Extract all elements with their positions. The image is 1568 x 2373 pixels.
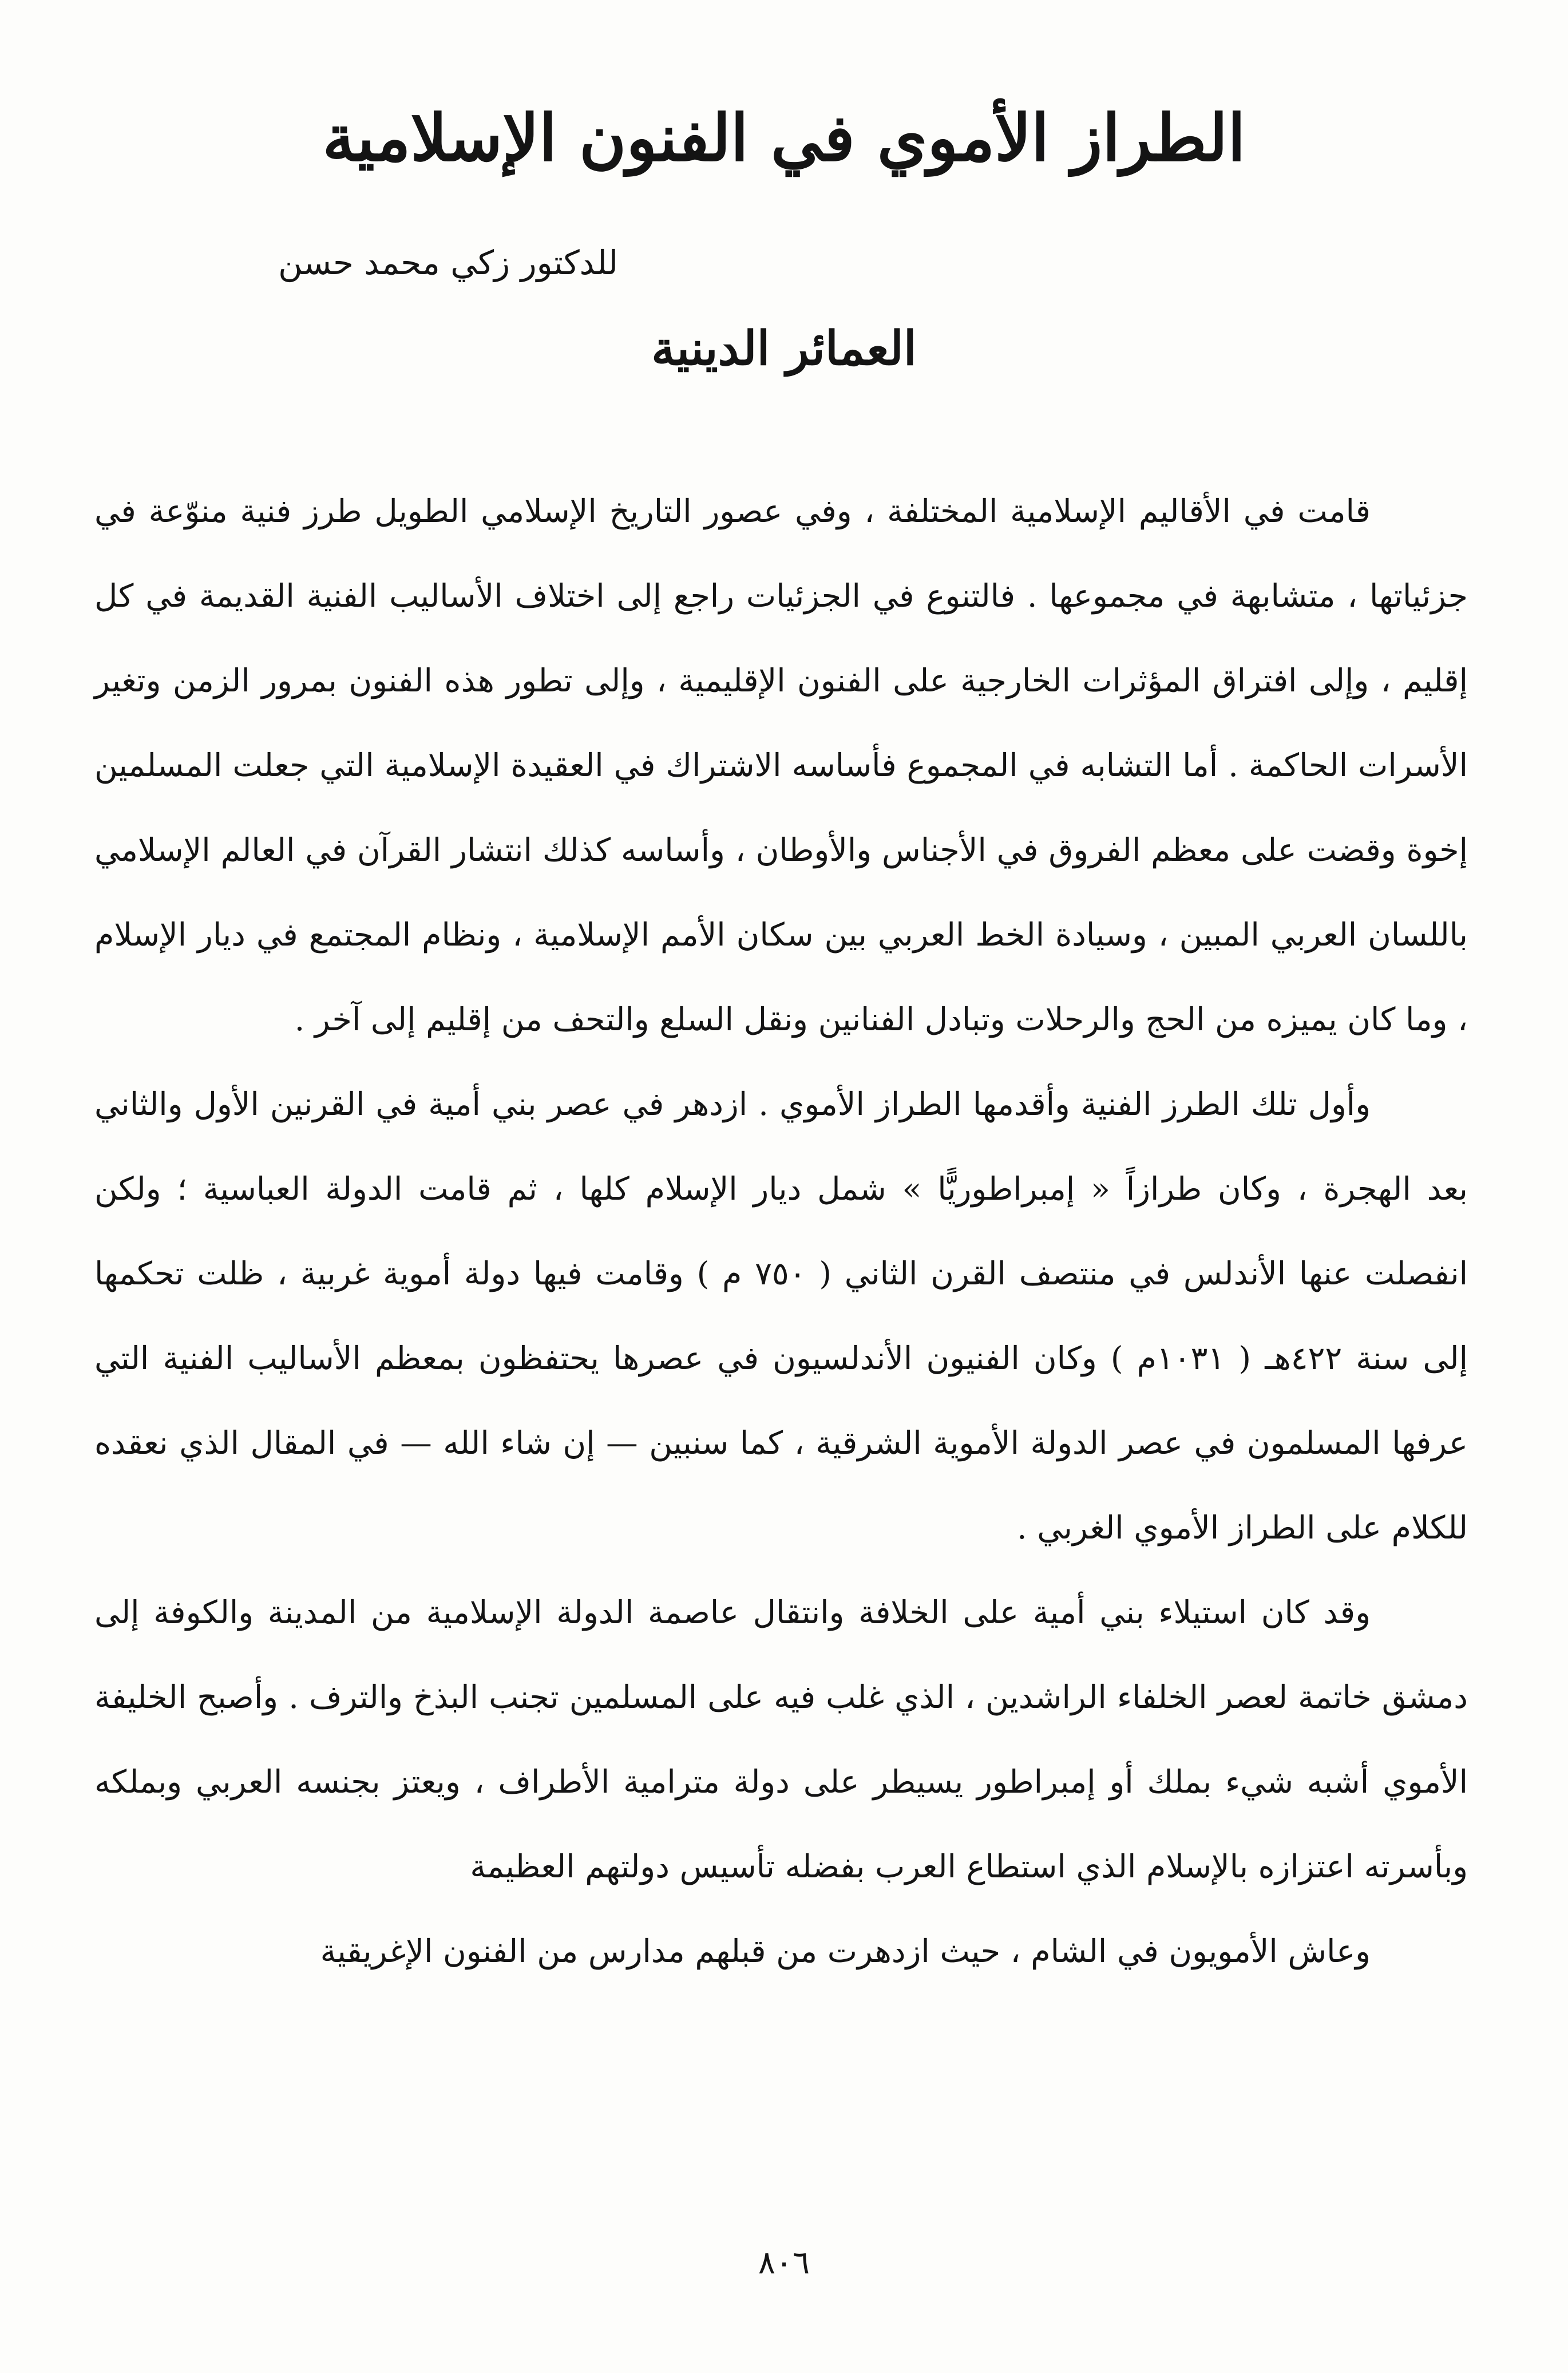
- article-body: [94, 469, 1468, 1994]
- article-title: الطراز الأموي في الفنون الإسلامية: [322, 101, 1246, 176]
- author-byline: للدكتور زكي محمد حسن: [278, 243, 618, 282]
- section-heading: العمائر الدينية: [651, 321, 917, 376]
- page-number: ٨٠٦: [758, 2244, 810, 2281]
- paragraph: وأول تلك الطرز الفنية وأقدمها الطراز الأموي . ازدهر في عصر بني أمية في القرنين الأول والثاني بعد الهجرة ، وكان طرازاً « إمبراطوريًّا » شمل ديار الإسلام كلها ، ثم قامت الدولة العباسية ؛ ولكن انفصلت عنها الأندلس في منتصف القرن الثاني ( ٧٥٠ م ) وقامت فيها دولة أموية غربية ، ظلت تحكمها إلى سنة ٤٢٢هـ ( ١٠٣١م ) وكان الفنيون الأندلسيون في عصرها يحتفظون بمعظم الأساليب الفنية التي عرفها المسلمون في عصر الدولة الأموية الشرقية ، كما سنبين — إن شاء الله — في المقال الذي نعقده للكلام على الطراز الأموي الغربي .: [94, 1086, 1468, 1547]
- paragraph: وعاش الأمويون في الشام ، حيث ازدهرت من قبلهم مدارس من الفنون الإغريقية: [320, 1933, 1371, 1970]
- paragraph: وقد كان استيلاء بني أمية على الخلافة وانتقال عاصمة الدولة الإسلامية من المدينة والكوفة إلى دمشق خاتمة لعصر الخلفاء الراشدين ، الذي غلب فيه على المسلمين تجنب البذخ والترف . وأصبح الخليفة الأموي أشبه شيء بملك أو إمبراطور يسيطر على دولة مترامية الأطراف ، ويعتز بجنسه العربي وبملكه وبأسرته اعتزازه بالإسلام الذي استطاع العرب بفضله تأسيس دولتهم العظيمة: [94, 1594, 1468, 1885]
- paragraph: قامت في الأقاليم الإسلامية المختلفة ، وفي عصور التاريخ الإسلامي الطويل طرز فنية منوّعة في جزئياتها ، متشابهة في مجموعها . فالتنوع في الجزئيات راجع إلى اختلاف الأساليب الفنية القديمة في كل إقليم ، وإلى افتراق المؤثرات الخارجية على الفنون الإقليمية ، وإلى تطور هذه الفنون بمرور الزمن وتغير الأسرات الحاكمة . أما التشابه في المجموع فأساسه الاشتراك في العقيدة الإسلامية التي جعلت المسلمين إخوة وقضت على معظم الفروق في الأجناس والأوطان ، وأساسه كذلك انتشار القرآن في العالم الإسلامي باللسان العربي المبين ، وسيادة الخط العربي بين سكان الأمم الإسلامية ، ونظام المجتمع في ديار الإسلام ، وما كان يميزه من الحج والرحلات وتبادل الفنانين ونقل السلع والتحف من إقليم إلى آخر .: [94, 493, 1468, 1038]
